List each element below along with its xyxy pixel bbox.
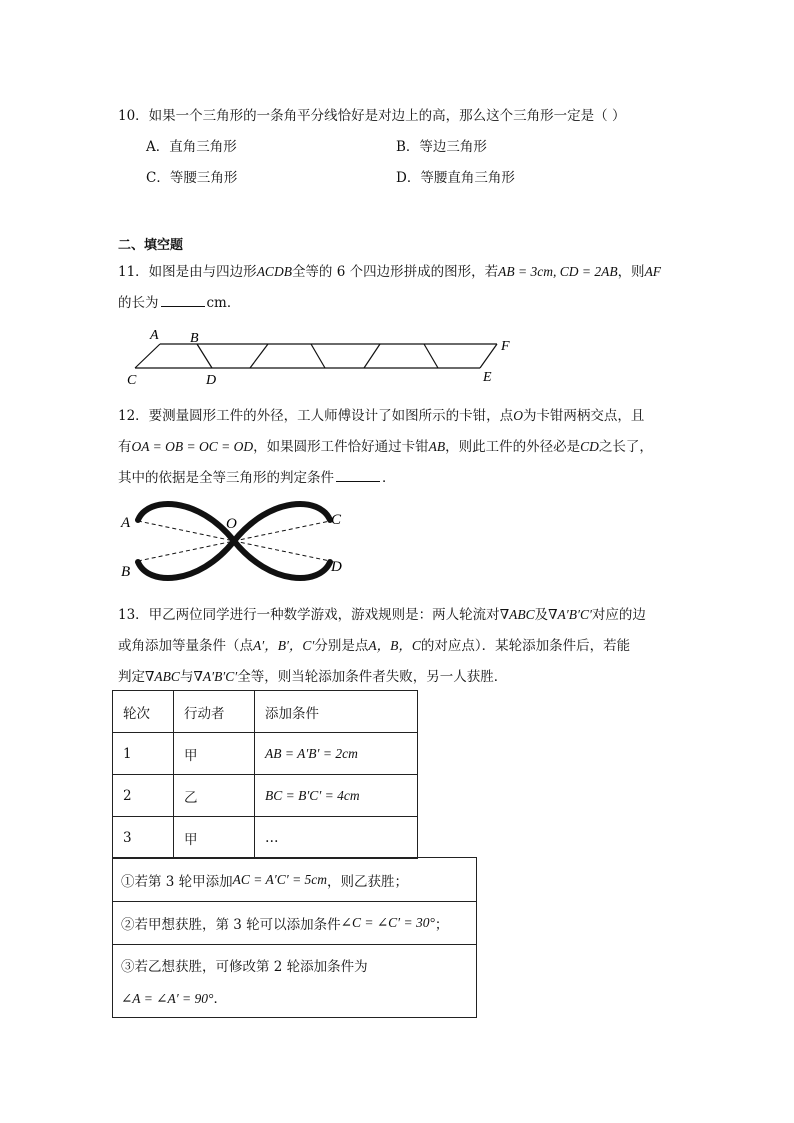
q11-label-d: D [206, 373, 217, 388]
q11-condition: AB = 3cm, CD = 2AB [498, 264, 618, 279]
q13-text: 判定 [118, 669, 145, 685]
q10-option-d: D．等腰直角三角形 [396, 170, 515, 186]
table-row [113, 817, 418, 859]
q12-text: 为卡钳两柄交点，且 [522, 408, 645, 424]
q12-text: 其中的依据是全等三角形的判定条件 [118, 470, 334, 486]
q13-line3 [118, 665, 507, 685]
q12-text: ，则此工件的外径必是 [445, 439, 581, 455]
q12-line2 [118, 435, 653, 455]
q12-caliper-figure [118, 494, 358, 589]
answer-blank[interactable] [161, 294, 205, 307]
q11-target: AF [644, 264, 662, 279]
q13-text: 与 [179, 669, 194, 685]
statement-math: ∠C = ∠C′ = 30° [340, 915, 435, 930]
table-header-cell: 添加条件 [255, 691, 418, 733]
statement-text: ③若乙想获胜，可修改第 2 轮添加条件为 [121, 959, 368, 975]
q13-text: 全等，则当轮添加条件者失败，另一人获胜． [237, 669, 508, 685]
q13-line2 [118, 634, 630, 654]
q11-label-e: E [483, 370, 492, 385]
q10-option-c: C．等腰三角形 [146, 170, 238, 186]
statement-2 [113, 902, 476, 945]
q13-text: 对应的边 [591, 607, 646, 623]
q12-text: ． [382, 470, 396, 486]
statement-text: ． [213, 991, 227, 1007]
table-cell-condition: AB = A′B′ = 2cm [255, 733, 418, 775]
q11-label-a: A [150, 328, 159, 343]
q13-triangle-abc: ∇ABC [145, 669, 180, 684]
q12-point-o: O [513, 408, 523, 423]
statement-text: ①若第 3 轮甲添加 [121, 873, 233, 890]
q11-parallelogram-figure [120, 322, 520, 390]
statement-text: ； [434, 917, 449, 933]
table-cell-round: 2 [113, 775, 174, 817]
statement-line [121, 987, 227, 1007]
table-row [113, 733, 418, 775]
table-cell-actor: 乙 [174, 775, 255, 817]
q13-triangle-abc-prime: ∇A′B′C′ [548, 607, 592, 622]
q12-label-c: C [331, 512, 342, 528]
q12-label-o: O [226, 516, 237, 532]
q10-option-b: B．等边三角形 [396, 139, 487, 155]
q13-text: 或角添加等量条件（点 [118, 638, 253, 654]
q11-label-b: B [190, 331, 199, 346]
statement-text: ②若甲想获胜，第 3 轮可以添加条件 [121, 917, 341, 933]
table-cell-condition: … [255, 817, 418, 859]
q10-stem: 10．如果一个三角形的一条角平分线恰好是对边上的高，那么这个三角形一定是（ ） [118, 108, 626, 124]
table-header-cell: 轮次 [113, 691, 174, 733]
q13-triangle-abc: ∇ABC [499, 607, 535, 622]
statement-text: ，则乙获胜； [327, 873, 409, 890]
q12-line3 [118, 466, 396, 486]
statement-1 [113, 858, 476, 902]
q12-condition: OA = OB = OC = OD [131, 439, 254, 454]
q12-text: 有 [118, 439, 132, 455]
table-cell-round: 3 [113, 817, 174, 859]
q13-text: 13．甲乙两位同学进行一种数学游戏，游戏规则是：两人轮流对 [118, 607, 500, 623]
q11-text: 全等的 6 个四边形拼成的图形，若 [291, 264, 499, 280]
q11-line1 [118, 260, 661, 280]
q12-label-b: B [121, 564, 131, 580]
q12-label-d: D [331, 559, 342, 575]
statement-math: ∠A = ∠A′ = 90° [121, 991, 214, 1006]
table-cell-actor: 甲 [174, 733, 255, 775]
q11-text: cm． [206, 295, 241, 311]
answer-blank[interactable] [336, 469, 380, 482]
q11-text: 11．如图是由与四边形 [118, 264, 257, 280]
q11-text: ，则 [617, 264, 645, 280]
q11-label-c: C [127, 373, 137, 388]
q10-option-a: A．直角三角形 [146, 139, 237, 155]
q12-text: 12．要测量圆形工件的外径，工人师傅设计了如图所示的卡钳，点 [118, 408, 514, 424]
statement-3 [113, 945, 476, 1018]
table-header-row [113, 691, 418, 733]
q12-cd: CD [580, 439, 599, 454]
q13-text: 分别是点 [314, 638, 369, 654]
section-title-fill-in: 二、填空题 [118, 238, 184, 253]
q12-line1 [118, 404, 644, 424]
q13-points-prime: A′，B′，C′ [253, 638, 315, 653]
q12-ab: AB [428, 439, 446, 454]
q12-label-a: A [121, 515, 131, 531]
q13-rounds-table [112, 690, 418, 859]
q12-text: 之长了， [598, 439, 653, 455]
q13-points: A，B，C [368, 638, 421, 653]
table-row [113, 775, 418, 817]
q11-label-f: F [501, 339, 510, 354]
statement-math: AC = A′C′ = 5cm [232, 871, 328, 887]
q13-text: 及 [534, 607, 549, 623]
q13-line1 [118, 603, 646, 623]
q13-triangle-abc-prime: ∇A′B′C′ [193, 669, 238, 684]
table-header-cell: 行动者 [174, 691, 255, 733]
table-cell-condition: BC = B′C′ = 4cm [255, 775, 418, 817]
q11-text: 的长为 [118, 295, 159, 311]
table-cell-round: 1 [113, 733, 174, 775]
q11-quad: ACDB [256, 264, 292, 279]
q11-line2 [118, 291, 240, 311]
q13-statements-box [112, 857, 477, 1018]
q13-text: 的对应点）．某轮添加条件后，若能 [420, 638, 631, 654]
table-cell-actor: 甲 [174, 817, 255, 859]
q12-text: ，如果圆形工件恰好通过卡钳 [253, 439, 429, 455]
